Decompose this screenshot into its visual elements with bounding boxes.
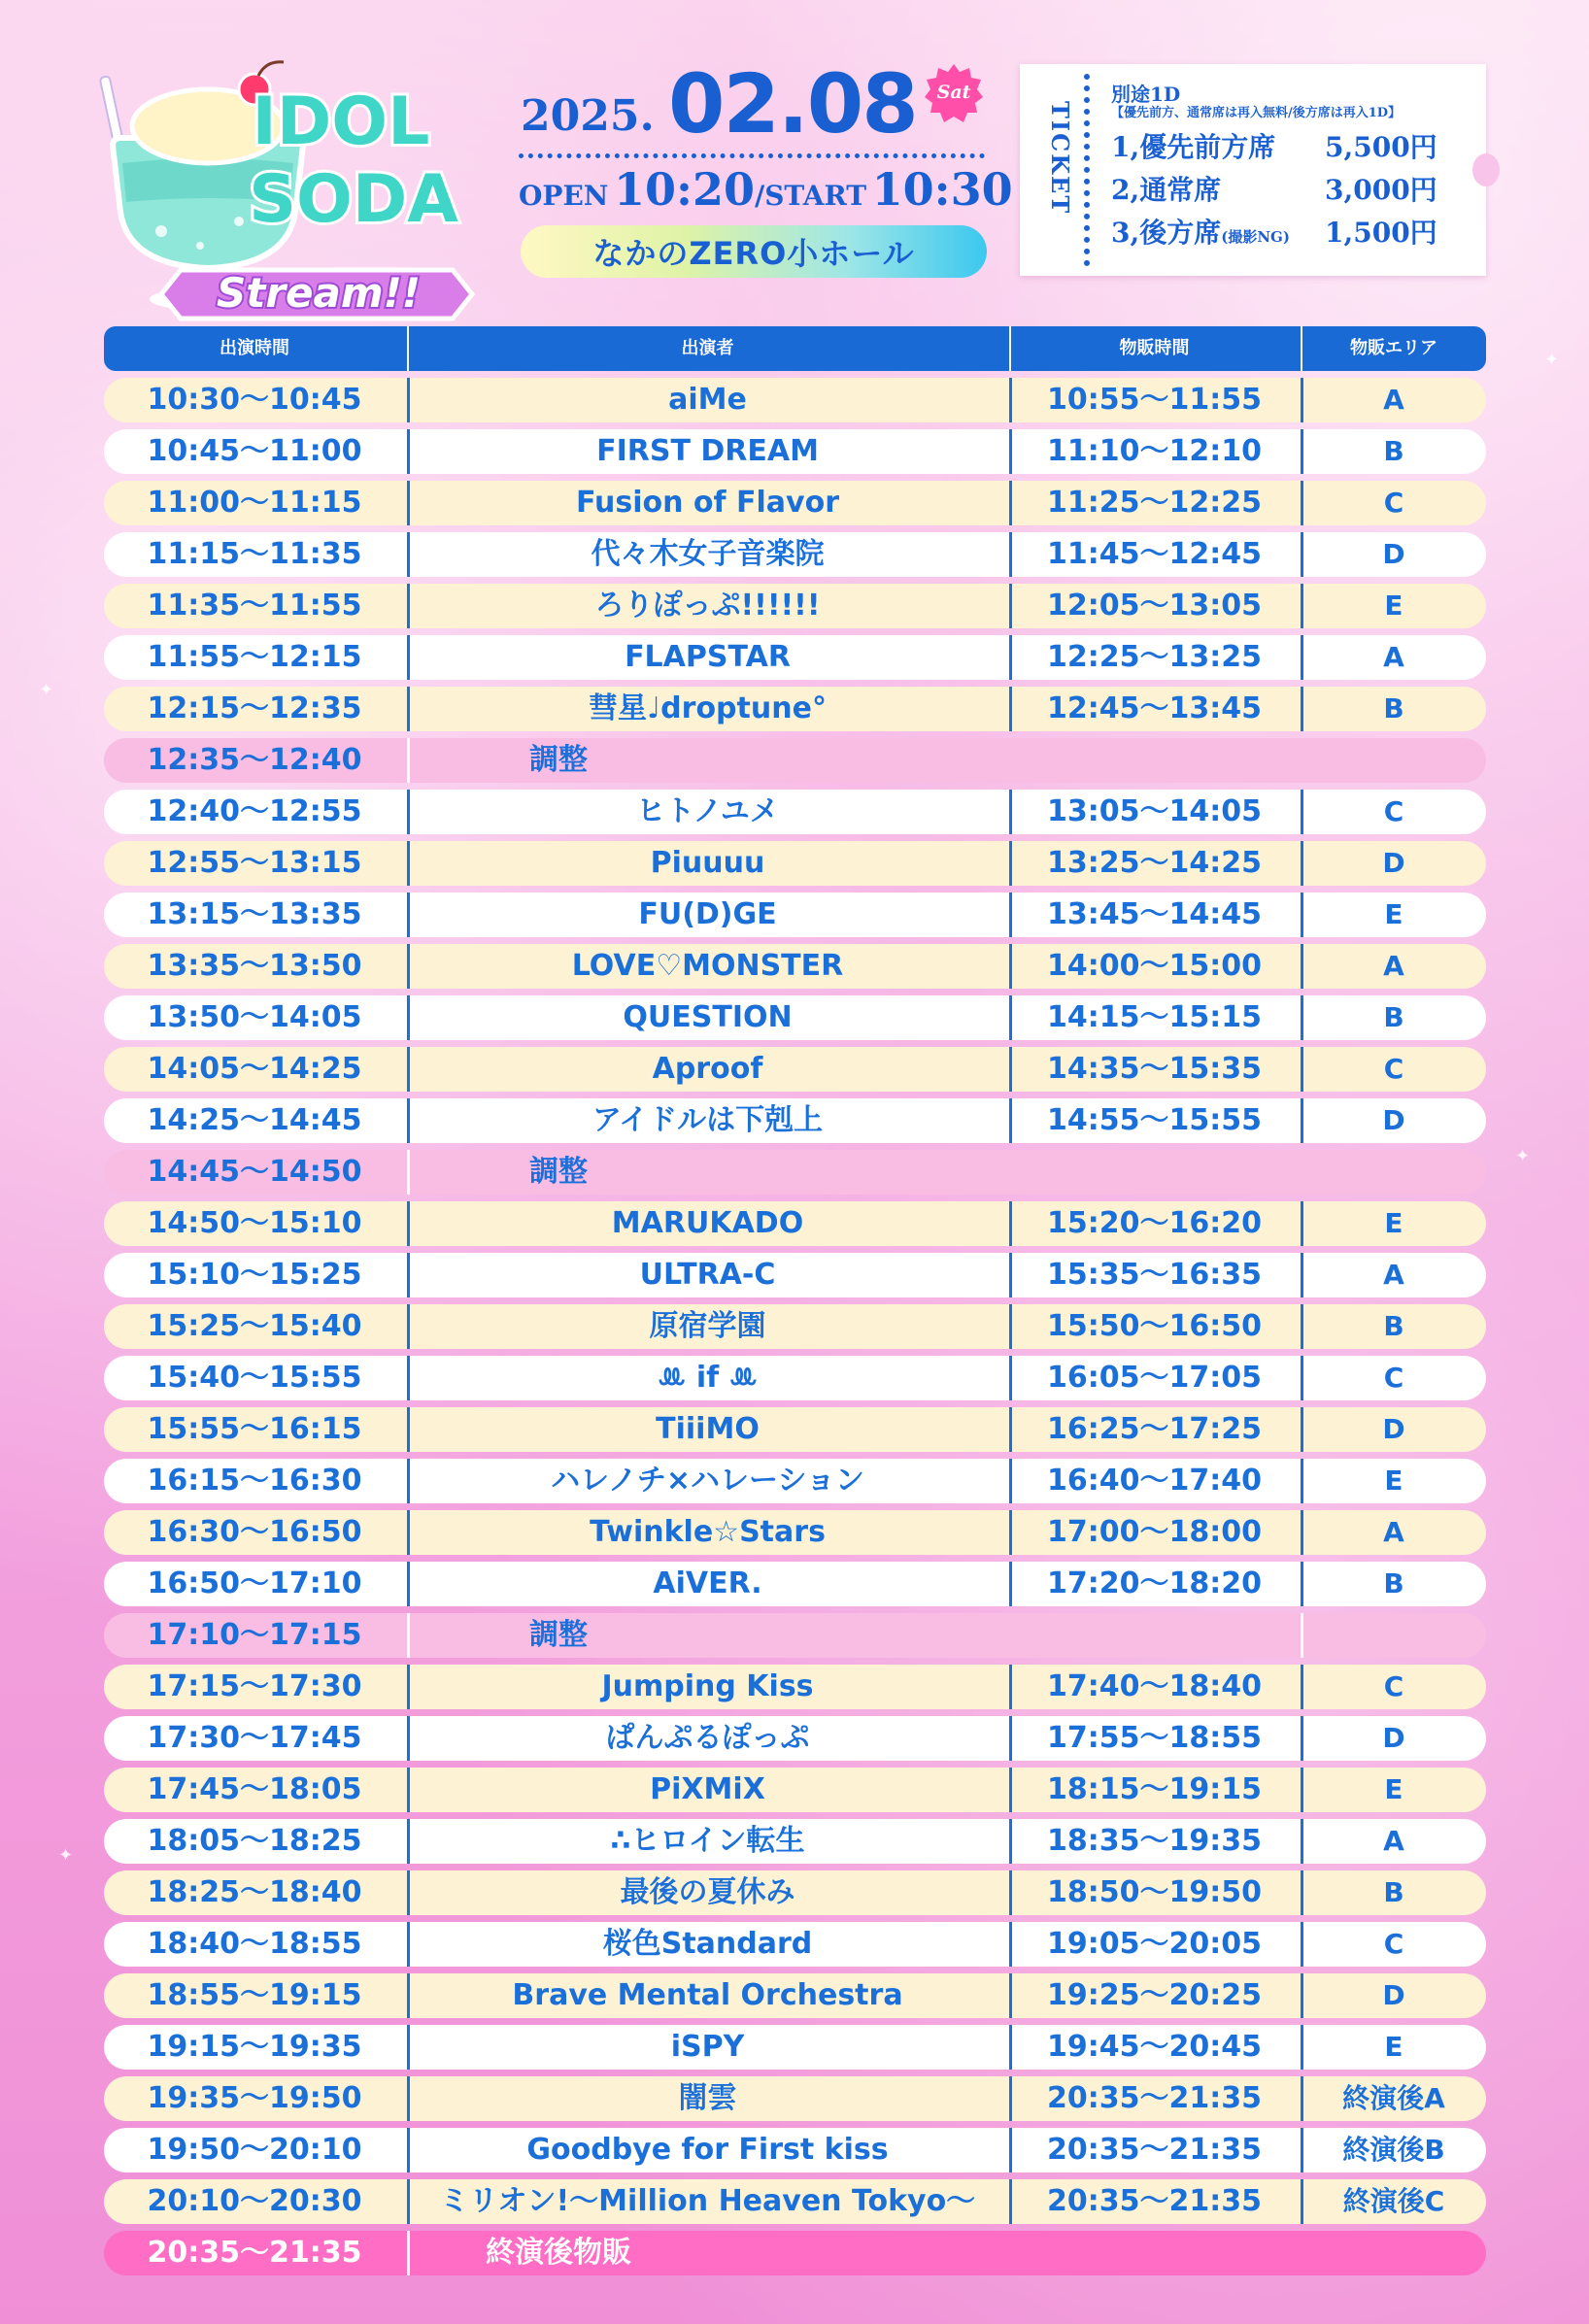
performance-time: 16:30〜16:50 [147,1515,362,1549]
timetable-header [104,326,1486,371]
performance-time: 11:55〜12:15 [147,640,362,674]
start-label: /START [754,180,867,212]
merch-area: C [1383,1362,1404,1394]
table-row [104,1150,1486,1195]
performance-time: 11:15〜11:35 [147,537,362,571]
header-performer: 出演者 [681,338,734,358]
performer-name: Twinkle☆Stars [590,1515,826,1549]
merch-area: D [1382,1979,1405,2011]
table-row [104,2231,1486,2275]
svg-text:SODA: SODA [249,161,458,238]
table-row [104,738,1486,783]
table-row [104,1819,1486,1864]
table-row [104,1047,1486,1092]
ticket-card [1020,64,1486,276]
merch-area: C [1383,1053,1404,1085]
performer-name: AiVER. [653,1566,762,1600]
ticket-tier-name: 1,優先前方席 [1111,131,1276,163]
performer-name: 桜色Standard [602,1927,813,1961]
event-info [515,56,1013,289]
performer-name: 調整 [529,1618,588,1652]
performance-time: 12:35〜12:40 [147,743,362,777]
table-row [104,1768,1486,1812]
header-merch-area: 物販エリア [1350,338,1437,358]
table-row [104,790,1486,834]
merch-time: 14:35〜15:35 [1047,1052,1262,1086]
table-row [104,2076,1486,2121]
merch-time: 16:25〜17:25 [1047,1412,1262,1446]
ticket-tier [1111,126,1437,169]
merch-area: A [1383,1825,1404,1857]
performer-name: ろりぽっぷ!!!!!! [594,589,821,623]
performer-name: 彗星♩droptune° [589,691,827,725]
merch-time: 13:25〜14:25 [1047,846,1262,880]
table-row [104,481,1486,525]
merch-area: D [1382,538,1405,570]
soda-glass-icon [93,56,501,338]
merch-time: 17:40〜18:40 [1047,1669,1262,1703]
merch-area: C [1383,1670,1404,1702]
merch-area: C [1383,795,1404,827]
table-row [104,584,1486,628]
merch-time: 20:35〜21:35 [1047,2081,1262,2115]
performance-time: 18:25〜18:40 [147,1875,362,1909]
merch-time: 17:55〜18:55 [1047,1721,1262,1755]
table-row [104,1459,1486,1503]
performer-name: Jumping Kiss [601,1669,814,1703]
merch-time: 14:55〜15:55 [1047,1103,1262,1137]
table-row [104,841,1486,886]
merch-time: 18:35〜19:35 [1047,1824,1262,1858]
performance-time: 10:45〜11:00 [147,434,362,468]
merch-time: 18:50〜19:50 [1047,1875,1262,1909]
merch-area: A [1383,641,1404,673]
ticket-body [1111,83,1437,258]
merch-time: 19:25〜20:25 [1047,1978,1262,2012]
performer-name: ꔛ if ꔛ [657,1361,759,1395]
table-row [104,1613,1486,1658]
merch-area: B [1383,1876,1404,1908]
event-day: 02.08 [668,56,917,152]
table-row [104,2128,1486,2172]
merch-time: 11:45〜12:45 [1047,537,1262,571]
performer-name: QUESTION [623,1000,793,1034]
performer-name: ハレノチ×ハレーション [551,1464,864,1498]
table-row [104,1665,1486,1709]
ticket-tier-note: (撮影NG) [1221,228,1290,246]
performer-name: Goodbye for First kiss [526,2133,889,2167]
merch-time: 20:35〜21:35 [1047,2184,1262,2218]
merch-area: C [1383,1928,1404,1960]
performer-name: 調整 [529,743,588,777]
table-row [104,1870,1486,1915]
merch-time: 13:05〜14:05 [1047,794,1262,828]
performer-name: FLAPSTAR [625,640,791,674]
open-time: 10:20 [613,163,755,216]
performance-time: 13:50〜14:05 [147,1000,362,1034]
weekday-label: Sat [936,82,971,103]
ticket-tier [1111,212,1437,258]
merch-area: E [1384,1773,1403,1805]
performance-time: 12:15〜12:35 [147,691,362,725]
ticket-tier-name: 2,通常席 [1111,174,1222,206]
performer-name: aiMe [668,383,747,417]
dotted-divider [519,153,985,158]
ticket-tier-name: 3,後方席 [1111,217,1222,249]
merch-time: 11:25〜12:25 [1047,486,1262,520]
timetable-body [104,378,1486,2275]
merch-area: E [1384,898,1403,930]
performance-time: 13:35〜13:50 [147,949,362,983]
merch-time: 16:40〜17:40 [1047,1464,1262,1498]
merch-time: 16:05〜17:05 [1047,1361,1262,1395]
performance-time: 18:55〜19:15 [147,1978,362,2012]
timetable [104,326,1486,2275]
svg-text:IDOL: IDOL [252,84,430,160]
event-year: 2025. [521,91,655,141]
performance-time: 11:00〜11:15 [147,486,362,520]
table-row [104,1201,1486,1246]
performance-time: 10:30〜10:45 [147,383,362,417]
performance-time: 17:45〜18:05 [147,1772,362,1806]
merch-time: 12:25〜13:25 [1047,640,1262,674]
sparkle-icon: ✦ [39,680,54,700]
performer-name: MARUKADO [611,1206,804,1240]
ticket-tier-price: 3,000円 [1325,174,1437,206]
table-row [104,378,1486,422]
performer-name: 代々木女子音楽院 [591,537,825,571]
performer-name: LOVE♡MONSTER [571,949,844,983]
table-row [104,1253,1486,1297]
column-divider [1301,1613,1303,1658]
merch-area: B [1383,435,1404,467]
merch-area: E [1384,1465,1403,1497]
performance-time: 12:40〜12:55 [147,794,362,828]
performance-time: 18:05〜18:25 [147,1824,362,1858]
table-row [104,687,1486,731]
performer-name: iSPY [670,2030,745,2064]
venue-name: なかのZERO小ホール [521,225,987,278]
merch-area: C [1383,487,1404,519]
performer-name: Fusion of Flavor [576,486,839,520]
performer-name: FIRST DREAM [596,434,819,468]
ticket-tier-price: 5,500円 [1325,131,1437,163]
table-row [104,893,1486,937]
open-start-times [519,163,1013,221]
ticket-notch [1472,153,1500,186]
performer-name: PiXMiX [650,1772,765,1806]
merch-area: A [1383,950,1404,982]
merch-area: D [1382,1104,1405,1136]
performance-time: 17:30〜17:45 [147,1721,362,1755]
performance-time: 12:55〜13:15 [147,846,362,880]
performance-time: 15:40〜15:55 [147,1361,362,1395]
merch-time: 15:20〜16:20 [1047,1206,1262,1240]
performance-time: 15:55〜16:15 [147,1412,362,1446]
performer-name: FU(D)GE [638,897,777,931]
table-row [104,1562,1486,1606]
merch-area: A [1383,384,1404,416]
sparkle-icon: ✦ [58,1845,74,1866]
table-row [104,532,1486,577]
performance-time: 20:35〜21:35 [147,2236,362,2270]
merch-area: E [1384,2031,1403,2063]
merch-area: 終演後C [1342,2185,1445,2217]
weekday-badge [923,62,985,124]
performance-time: 11:35〜11:55 [147,589,362,623]
table-row [104,1510,1486,1555]
performance-time: 14:25〜14:45 [147,1103,362,1137]
table-row [104,2025,1486,2070]
merch-time: 17:20〜18:20 [1047,1566,1262,1600]
performance-time: 17:10〜17:15 [147,1618,362,1652]
merch-area: B [1383,692,1404,724]
performance-time: 13:15〜13:35 [147,897,362,931]
performance-time: 19:50〜20:10 [147,2133,362,2167]
table-row [104,1922,1486,1967]
merch-time: 15:50〜16:50 [1047,1309,1262,1343]
svg-text:Stream!!: Stream!! [217,269,421,317]
open-label: OPEN [519,180,609,212]
merch-area: 終演後A [1342,2082,1445,2114]
event-date [521,56,997,153]
performer-name: TiiiMO [656,1412,760,1446]
merch-time: 13:45〜14:45 [1047,897,1262,931]
merch-area: B [1383,1567,1404,1600]
performance-time: 14:05〜14:25 [147,1052,362,1086]
performer-name: 原宿学園 [649,1309,766,1343]
table-row [104,995,1486,1040]
table-row [104,1716,1486,1761]
merch-time: 20:35〜21:35 [1047,2133,1262,2167]
table-row [104,1098,1486,1143]
sparkle-icon: ✦ [1544,350,1560,370]
merch-area: E [1384,589,1403,622]
table-row [104,1973,1486,2018]
performance-time: 19:15〜19:35 [147,2030,362,2064]
merch-time: 18:15〜19:15 [1047,1772,1262,1806]
performance-time: 16:50〜17:10 [147,1566,362,1600]
ticket-tier [1111,169,1437,212]
performer-name: Piuuuu [650,846,765,880]
table-row [104,1407,1486,1452]
merch-time: 10:55〜11:55 [1047,383,1262,417]
sparkle-icon: ✦ [1515,1146,1531,1166]
performance-time: 16:15〜16:30 [147,1464,362,1498]
ticket-drink-note: 別途1D [1111,83,1181,106]
merch-area: B [1383,1001,1404,1033]
performer-name: ∴ヒロイン転生 [610,1824,805,1858]
merch-time: 19:05〜20:05 [1047,1927,1262,1961]
merch-time: 12:05〜13:05 [1047,589,1262,623]
merch-time: 19:45〜20:45 [1047,2030,1262,2064]
performer-name: 調整 [529,1155,588,1189]
table-row [104,944,1486,989]
header-performance-time: 出演時間 [220,338,289,358]
merch-area: D [1382,1722,1405,1754]
performer-name: Aproof [652,1052,763,1086]
table-row [104,1356,1486,1400]
table-row [104,635,1486,680]
performer-name: 終演後物販 [486,2236,631,2270]
merch-area: D [1382,1413,1405,1445]
merch-area: A [1383,1259,1404,1291]
merch-area: 終演後B [1342,2134,1445,2166]
start-time: 10:30 [871,163,1013,216]
table-row [104,429,1486,474]
performance-time: 20:10〜20:30 [147,2184,362,2218]
performer-name: ミリオン!〜Million Heaven Tokyo〜 [439,2184,976,2218]
performance-time: 19:35〜19:50 [147,2081,362,2115]
performance-time: 14:45〜14:50 [147,1155,362,1189]
merch-time: 14:00〜15:00 [1047,949,1262,983]
ticket-perforation [1084,74,1090,266]
table-row [104,2179,1486,2224]
performer-name: 最後の夏休み [620,1875,795,1909]
merch-time: 14:15〜15:15 [1047,1000,1262,1034]
merch-time: 12:45〜13:45 [1047,691,1262,725]
merch-area: D [1382,847,1405,879]
ticket-reentry-note: 【優先前方、通常席は再入無料/後方席は再入1D】 [1111,106,1402,120]
performer-name: ぱんぷるぽっぷ [605,1721,810,1755]
performer-name: ヒトノユメ [636,794,779,828]
performance-time: 15:10〜15:25 [147,1258,362,1292]
performance-time: 15:25〜15:40 [147,1309,362,1343]
performer-name: Brave Mental Orchestra [512,1978,903,2012]
merch-time: 15:35〜16:35 [1047,1258,1262,1292]
ticket-label: TICKET [1046,101,1074,216]
performer-name: 闇雲 [678,2081,737,2115]
ticket-tier-price: 1,500円 [1325,217,1437,249]
merch-area: A [1383,1516,1404,1548]
merch-time: 11:10〜12:10 [1047,434,1262,468]
performer-name: ULTRA-C [639,1258,776,1292]
performance-time: 18:40〜18:55 [147,1927,362,1961]
performance-time: 17:15〜17:30 [147,1669,362,1703]
table-row [104,1304,1486,1349]
performer-name: アイドルは下剋上 [592,1103,824,1137]
performance-time: 14:50〜15:10 [147,1206,362,1240]
merch-time: 17:00〜18:00 [1047,1515,1262,1549]
merch-area: E [1384,1207,1403,1239]
idol-soda-logo [93,56,501,338]
header-merch-time: 物販時間 [1119,338,1190,358]
merch-area: B [1383,1310,1404,1342]
